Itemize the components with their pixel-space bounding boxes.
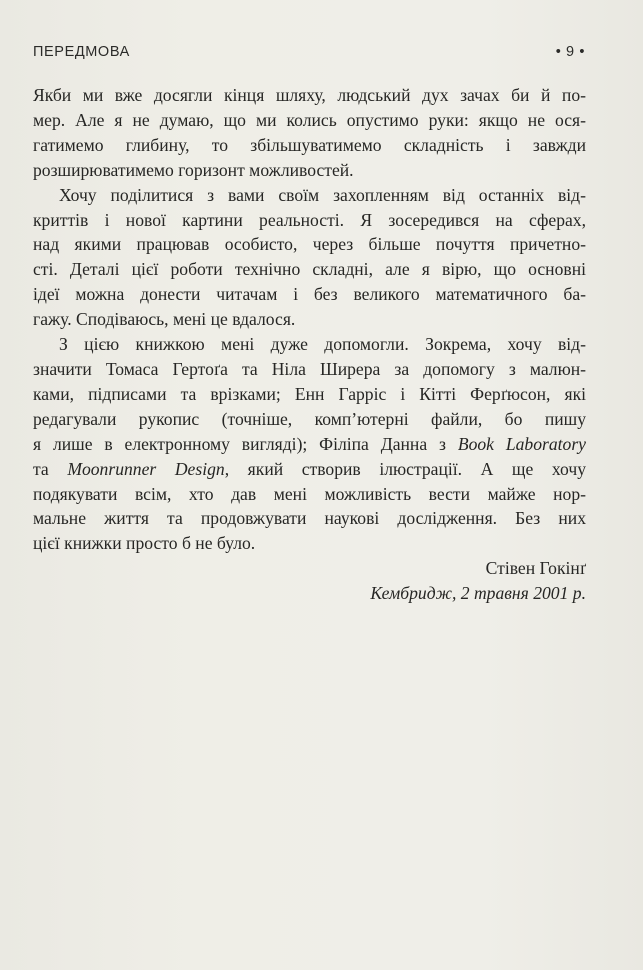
text-line: мер. Але я не думаю, що ми колись опустимо руки: якщо не ося- bbox=[33, 109, 586, 130]
paragraph-2 bbox=[33, 183, 586, 332]
text-segment: та bbox=[33, 458, 68, 479]
author-signature: Стівен Гокінґ bbox=[485, 558, 586, 579]
text-line: З цією книжкою мені дуже допомогли. Зокрема, хочу від- bbox=[59, 334, 586, 355]
text-line: ками, підписами та врізками; Енн Гарріс і Кітті Ферґюсон, які bbox=[33, 383, 586, 404]
text-line: мальне життя та продовжувати наукові дослідження. Без них bbox=[33, 508, 586, 529]
place-date: Кембридж, 2 травня 2001 р. bbox=[370, 583, 586, 604]
text-line: гатимемо глибину, то збільшуватимемо складність і завжди bbox=[33, 134, 586, 155]
page-number: • 9 • bbox=[555, 44, 585, 60]
text-line: над якими працював особисто, через більше почуття причетно- bbox=[33, 234, 586, 255]
text-line: сті. Деталі цієї роботи технічно складні, але я вірю, що основні bbox=[33, 259, 586, 280]
text-line: цієї книжки просто б не було. bbox=[33, 533, 256, 554]
italic-title: Book Laboratory bbox=[457, 433, 586, 454]
text-line: криттів і нової картини реальності. Я зосередився на сферах, bbox=[33, 209, 586, 230]
paragraph-3 bbox=[33, 332, 586, 556]
text-line: Якби ми вже досягли кінця шляху, людський дух зачах би й по- bbox=[33, 85, 586, 105]
italic-title: Moonrunner Design bbox=[67, 458, 225, 479]
text-line bbox=[33, 457, 586, 482]
text-segment: , який створив ілюстрації. А ще хочу bbox=[224, 458, 586, 479]
text-line: Хочу поділитися з вами своїм захопленням від останніх від- bbox=[59, 184, 586, 205]
text-line bbox=[33, 432, 586, 457]
running-header bbox=[33, 44, 585, 64]
text-line: значити Томаса Гертоґа та Ніла Ширера за допомогу з малюн- bbox=[33, 358, 586, 379]
text-line: гажу. Сподіваюсь, мені це вдалося. bbox=[33, 309, 296, 330]
text-segment: я лише в електронному вигляді); Філіпа Данна з bbox=[33, 433, 458, 454]
body-text bbox=[33, 83, 586, 606]
section-title: ПЕРЕДМОВА bbox=[33, 44, 130, 60]
text-line: розширюватимемо горизонт можливостей. bbox=[33, 159, 354, 180]
paragraph-1 bbox=[33, 83, 586, 183]
text-line: ідеї можна донести читачам і без великого математичного ба- bbox=[33, 284, 586, 305]
text-line: редагували рукопис (точніше, комп’ютерні файли, бо пишу bbox=[33, 408, 586, 429]
text-line: подякувати всім, хто дав мені можливість вести майже нор- bbox=[33, 483, 586, 504]
